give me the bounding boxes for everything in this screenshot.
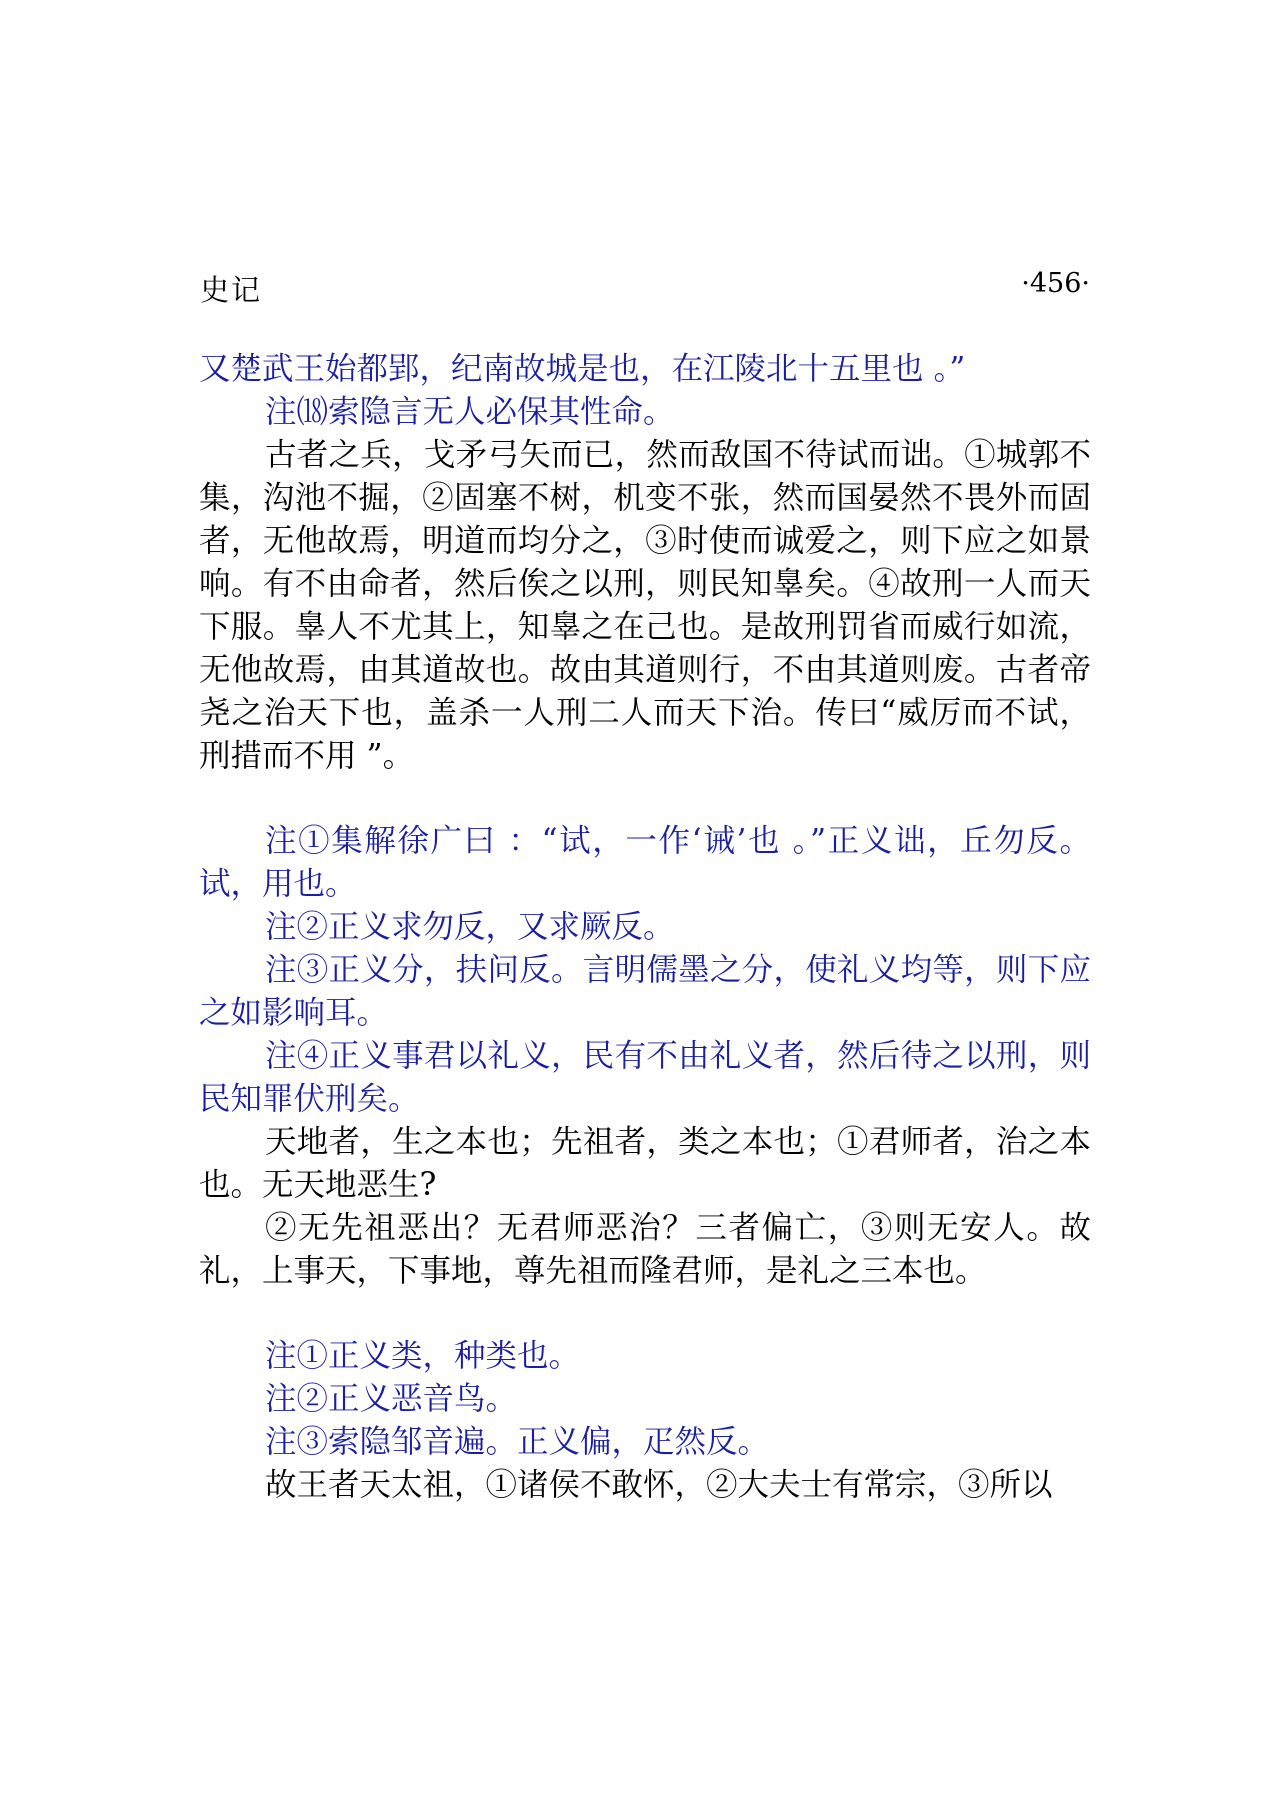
paragraph-gap (199, 778, 1091, 820)
running-header (200, 268, 1090, 308)
note-paragraph: 注②正义恶音鸟。 (265, 1381, 518, 1417)
note-paragraph: 注③索隐邹音遍。正义偏，疋然反。 (265, 1424, 770, 1460)
note-paragraph: 注⒅索隐言无人必保其性命。 (265, 394, 675, 430)
note-paragraph: 注②正义求勿反，又求厥反。 (265, 909, 675, 945)
main-text-paragraph: 天地者，生之本也；先祖者，类之本也；①君师者，治之本也。无天地恶生? (199, 1124, 1091, 1203)
note-paragraph: 又楚武王始都郢，纪南故城是也，在江陵北十五里也 。” (199, 351, 966, 387)
paragraph-gap (199, 1293, 1091, 1335)
main-text-paragraph: 古者之兵，戈矛弓矢而已，然而敌国不待试而诎。①城郭不集，沟池不掘，②固塞不树，机变不张，然而国晏然不畏外而固者，无他故焉，明道而均分之，③时使而诚爱之，则下应之如景响。有不由命者，然后俟之以刑，则民知辠矣。④故刑一人而天下服。辠人不尤其上，知辠之在己也。是故刑罚省而威行如流，无他故焉，由其道故也。故由其道则行，不由其道则废。古者帝尧之治天下也，盖杀一人刑二人而天下治。传曰“威厉而不试，刑措而不用 ”。 (199, 437, 1091, 774)
main-text-paragraph: 故王者天太祖，①诸侯不敢怀，②大夫士有常宗，③所以 (265, 1467, 1053, 1503)
main-text-paragraph: ②无先祖恶出？无君师恶治？三者偏亡，③则无安人。故礼，上事天，下事地，尊先祖而隆君师，是礼之三本也。 (199, 1210, 1091, 1289)
note-paragraph: 注③正义分，扶问反。言明儒墨之分，使礼义均等，则下应之如影响耳。 (199, 952, 1091, 1031)
note-paragraph: 注④正义事君以礼义，民有不由礼义者，然后待之以刑，则民知罪伏刑矣。 (199, 1038, 1091, 1117)
page-body (199, 348, 1091, 1507)
page-number: ·456· (1021, 268, 1090, 299)
note-paragraph: 注①集解徐广曰 ：“试，一作‘诫’也 。”正义诎，丘勿反。试，用也。 (199, 823, 1091, 902)
book-title: 史记 (200, 273, 263, 307)
note-paragraph: 注①正义类，种类也。 (265, 1338, 581, 1374)
